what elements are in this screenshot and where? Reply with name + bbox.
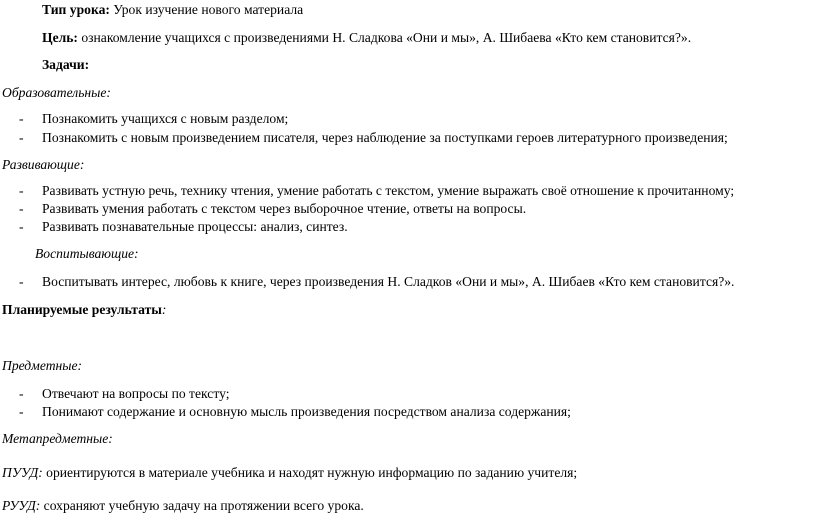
goal-label: Цель: [42,30,78,45]
tasks-heading: Задачи: [42,57,90,72]
list-item-text: Развивать устную речь, технику чтения, умение работать с текстом, умение выражать своё отношение к прочитанному; [42,183,735,198]
lesson-type-line [42,2,303,18]
ruud-text: сохраняют учебную задачу на протяжении всего урока. [40,498,364,513]
dash-marker: - [19,111,24,126]
dash-marker: - [19,130,24,145]
ruud-line [2,498,364,514]
puud-line [2,465,577,481]
dash-marker: - [19,404,24,419]
developing-heading: Развивающие: [2,157,85,172]
dash-marker: - [19,183,24,198]
list-item-text: Развивать познавательные процессы: анализ, синтез. [42,219,348,234]
list-item-text: Познакомить учащихся с новым разделом; [42,111,289,126]
meta-heading: Метапредметные: [2,431,113,446]
goal-value: ознакомление учащихся с произведениями Н. Сладкова «Они и мы», А. Шибаева «Кто кем становится?». [77,30,692,45]
puud-text: ориентируются в материале учебника и находят нужную информацию по заданию учителя; [42,465,578,480]
list-item-text: Отвечают на вопросы по тексту; [42,386,230,401]
subject-heading: Предметные: [2,358,83,373]
ruud-label: РУУД: [2,498,41,513]
educational-heading: Образовательные: [2,85,111,100]
dash-marker: - [19,201,24,216]
puud-label: ПУУД: [2,465,43,480]
list-item-text: Воспитывать интерес, любовь к книге, через произведения Н. Сладков «Они и мы», А. Шибаев «Кто кем становится?». [42,274,735,289]
lesson-type-label: Тип урока: [42,2,110,17]
goal-line [42,30,691,46]
upbringing-heading: Воспитывающие: [35,246,139,261]
list-item-text: Понимают содержание и основную мысль произведения посредством анализа содержания; [42,404,571,419]
dash-marker: - [19,274,24,289]
dash-marker: - [19,219,24,234]
list-item-text: Развивать умения работать с текстом через выборочное чтение, ответы на вопросы. [42,201,527,216]
lesson-type-value: Урок изучение нового материала [109,2,304,17]
list-item-text: Познакомить с новым произведением писателя, через наблюдение за поступками героев литературного произведения; [42,130,728,145]
results-heading: Планируемые результаты [2,302,162,317]
results-heading-line [2,302,166,318]
dash-marker: - [19,386,24,401]
results-colon: : [161,302,167,317]
